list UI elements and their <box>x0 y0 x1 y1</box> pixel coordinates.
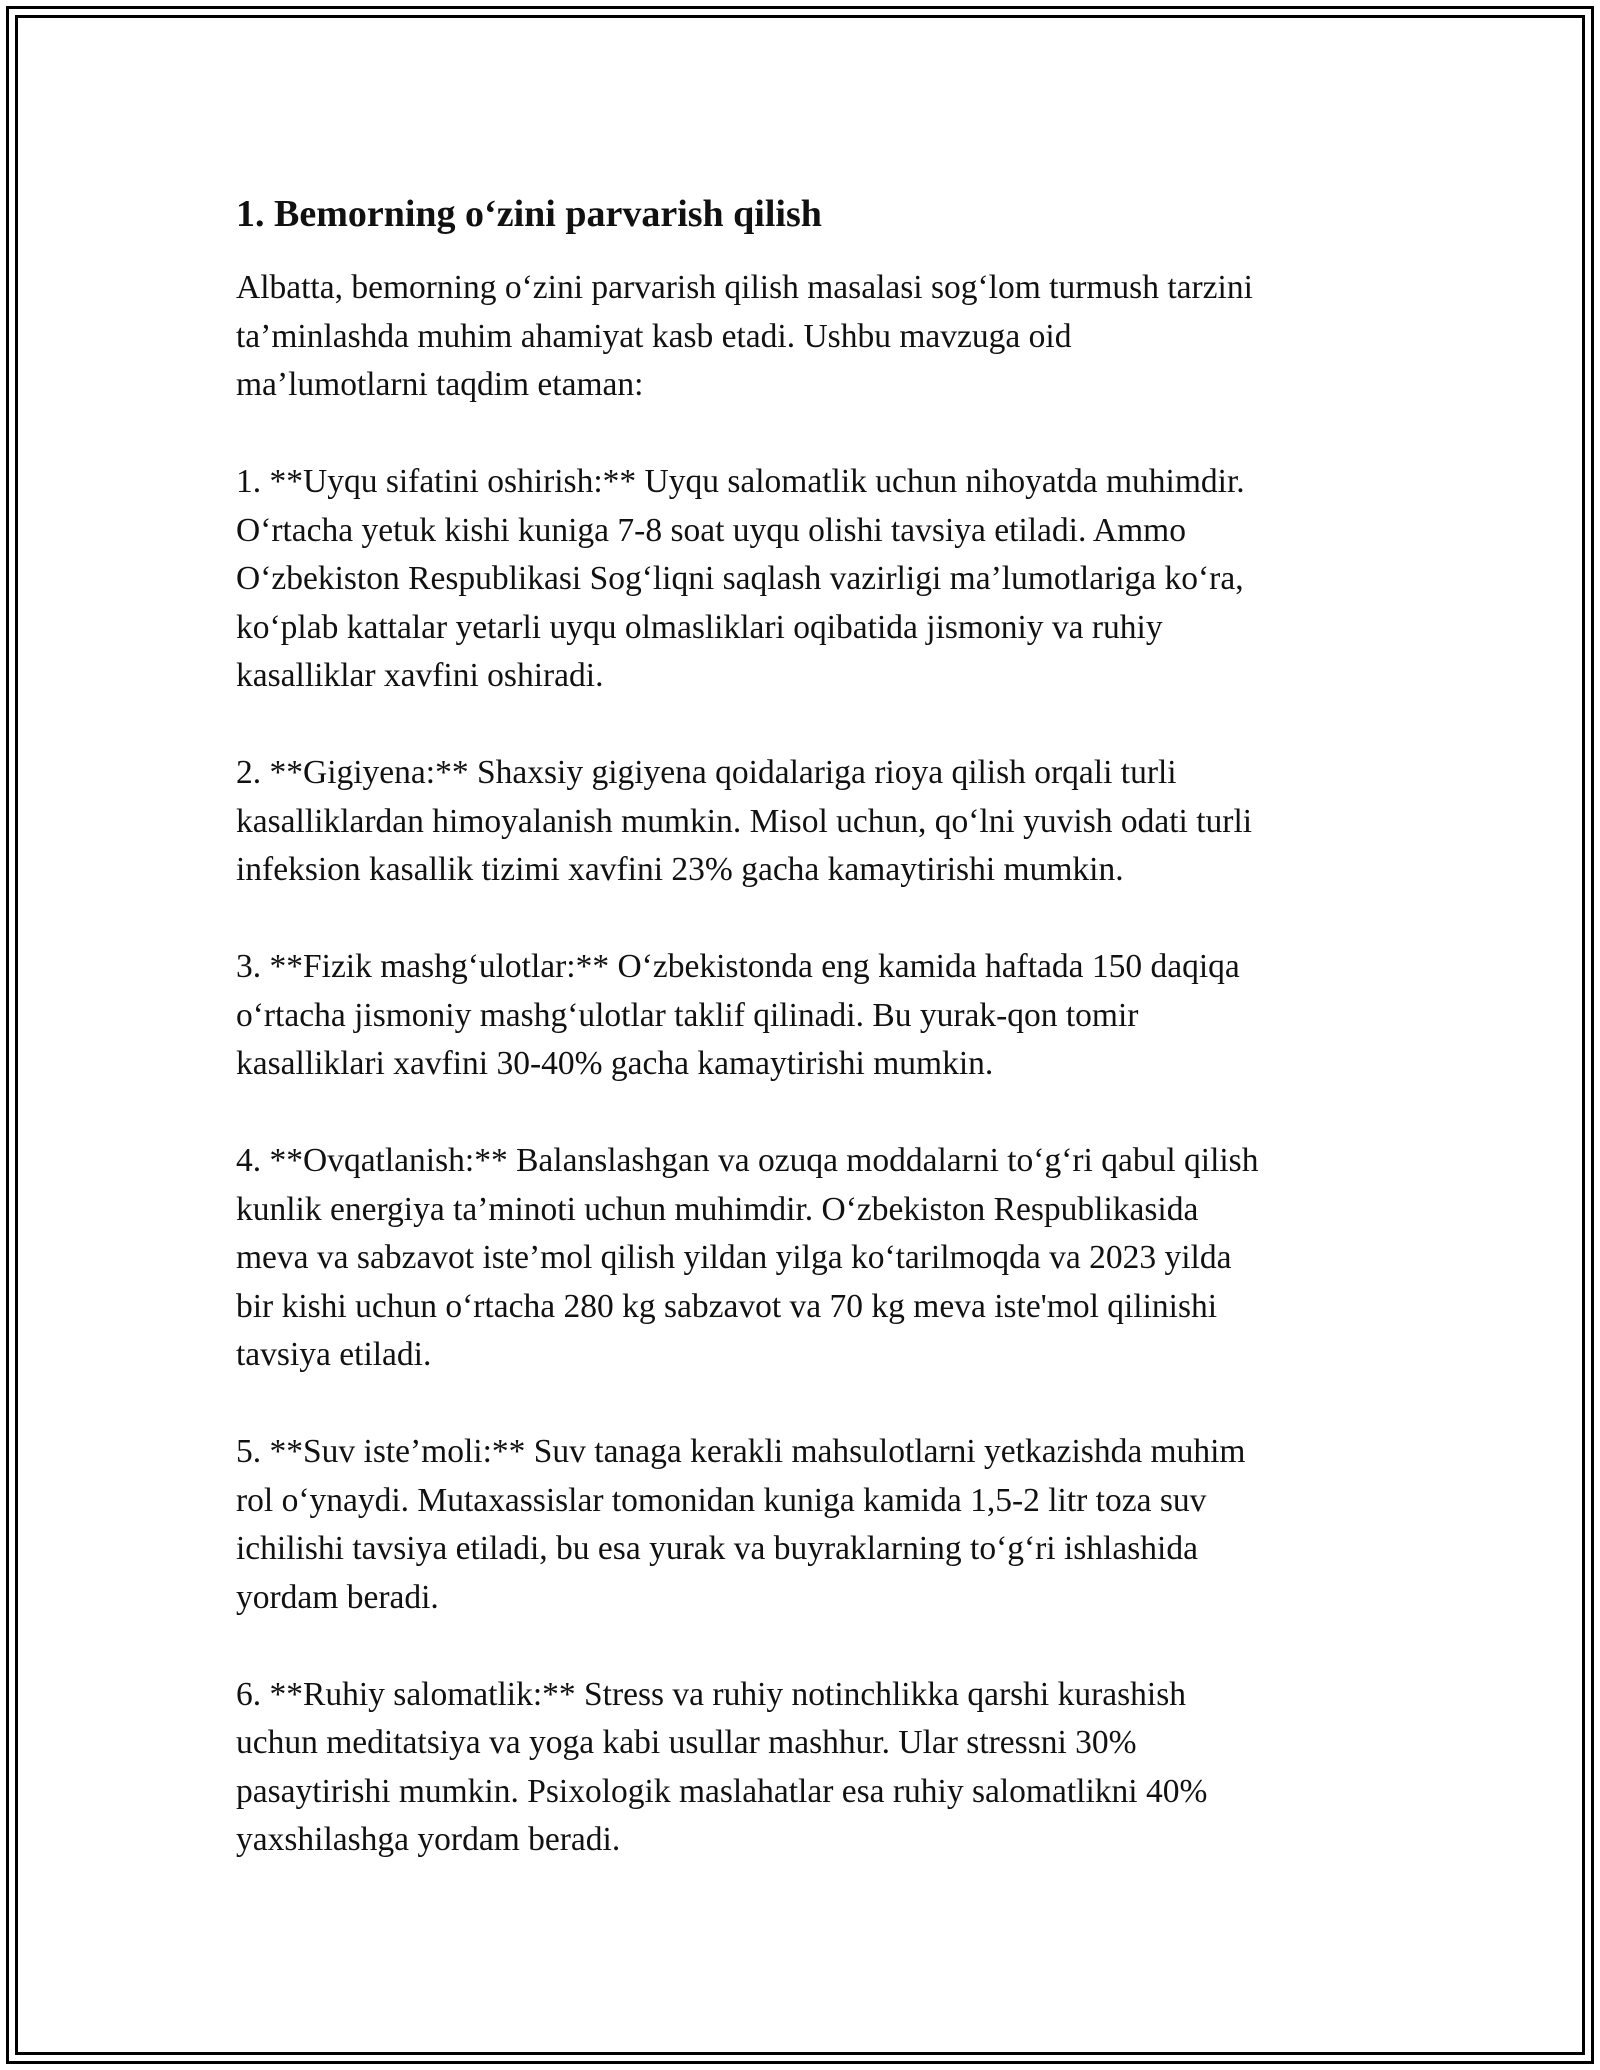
paragraph-line: kasalliklari xavfini 30-40% gacha kamaytirishi mumkin. <box>236 1045 994 1082</box>
paragraph-line: ta’minlashda muhim ahamiyat kasb etadi. Ushbu mavzuga oid <box>236 317 1072 355</box>
paragraph-line: rol o‘ynaydi. Mutaxassislar tomonidan kuniga kamida 1,5-2 litr toza suv <box>236 1481 1207 1519</box>
paragraph-line: yaxshilashga yordam beradi. <box>236 1821 621 1858</box>
paragraph-line: kunlik energiya ta’minoti uchun muhimdir. O‘zbekiston Respublikasida <box>236 1190 1199 1228</box>
item-water-paragraph <box>236 1428 1366 1622</box>
paragraph-line: bir kishi uchun o‘rtacha 280 kg sabzavot va 70 kg meva iste'mol qilinishi <box>236 1287 1218 1325</box>
item-hygiene-paragraph <box>236 749 1366 895</box>
paragraph-line: 1. **Uyqu sifatini oshirish:** Uyqu salomatlik uchun nihoyatda muhimdir. <box>236 463 1245 500</box>
item-mental-health-paragraph <box>236 1671 1366 1865</box>
paragraph-line: Albatta, bemorning o‘zini parvarish qilish masalasi sog‘lom turmush tarzini <box>236 269 1253 306</box>
paragraph-line: yordam beradi. <box>236 1578 439 1616</box>
paragraph-line: 2. **Gigiyena:** Shaxsiy gigiyena qoidalariga rioya qilish orqali turli <box>236 754 1177 791</box>
item-sleep-paragraph <box>236 458 1366 701</box>
paragraph-line: 6. **Ruhiy salomatlik:** Stress va ruhiy notinchlikka qarshi kurashish <box>236 1675 1187 1713</box>
paragraph-line: tavsiya etiladi. <box>236 1336 432 1373</box>
paragraph-line: uchun meditatsiya va yoga kabi usullar mashhur. Ular stressni 30% <box>236 1724 1137 1761</box>
paragraph-line: ma’lumotlarni taqdim etaman: <box>236 366 644 403</box>
item-exercise-paragraph <box>236 943 1366 1089</box>
intro-paragraph <box>236 264 1366 410</box>
item-nutrition-paragraph <box>236 1137 1366 1380</box>
paragraph-line: kasalliklardan himoyalanish mumkin. Misol uchun, qo‘lni yuvish odati turli <box>236 802 1253 840</box>
document-title: 1. Bemorning o‘zini parvarish qilish <box>236 193 822 235</box>
paragraph-line: ko‘plab kattalar yetarli uyqu olmasliklari oqibatida jismoniy va ruhiy <box>236 608 1163 646</box>
paragraph-line: 3. **Fizik mashg‘ulotlar:** O‘zbekistonda eng kamida haftada 150 daqiqa <box>236 948 1240 985</box>
paragraph-line: ichilishi tavsiya etiladi, bu esa yurak va buyraklarning to‘g‘ri ishlashida <box>236 1530 1198 1567</box>
paragraph-line: kasalliklar xavfini oshiradi. <box>236 657 604 694</box>
paragraph-line: O‘zbekiston Respublikasi Sog‘liqni saqlash vazirligi ma’lumotlariga ko‘ra, <box>236 560 1244 597</box>
paragraph-line: pasaytirishi mumkin. Psixologik maslahatlar esa ruhiy salomatlikni 40% <box>236 1772 1208 1810</box>
paragraph-line: meva va sabzavot iste’mol qilish yildan yilga ko‘tarilmoqda va 2023 yilda <box>236 1239 1232 1276</box>
paragraph-line: 5. **Suv iste’moli:** Suv tanaga kerakli mahsulotlarni yetkazishda muhim <box>236 1433 1246 1470</box>
paragraph-line: 4. **Ovqatlanish:** Balanslashgan va ozuqa moddalarni to‘g‘ri qabul qilish <box>236 1142 1259 1179</box>
paragraph-line: O‘rtacha yetuk kishi kuniga 7-8 soat uyqu olishi tavsiya etiladi. Ammo <box>236 511 1186 549</box>
document-body <box>236 186 1366 1913</box>
paragraph-line: o‘rtacha jismoniy mashg‘ulotlar taklif qilinadi. Bu yurak-qon tomir <box>236 996 1139 1034</box>
paragraph-line: infeksion kasallik tizimi xavfini 23% gacha kamaytirishi mumkin. <box>236 851 1124 888</box>
